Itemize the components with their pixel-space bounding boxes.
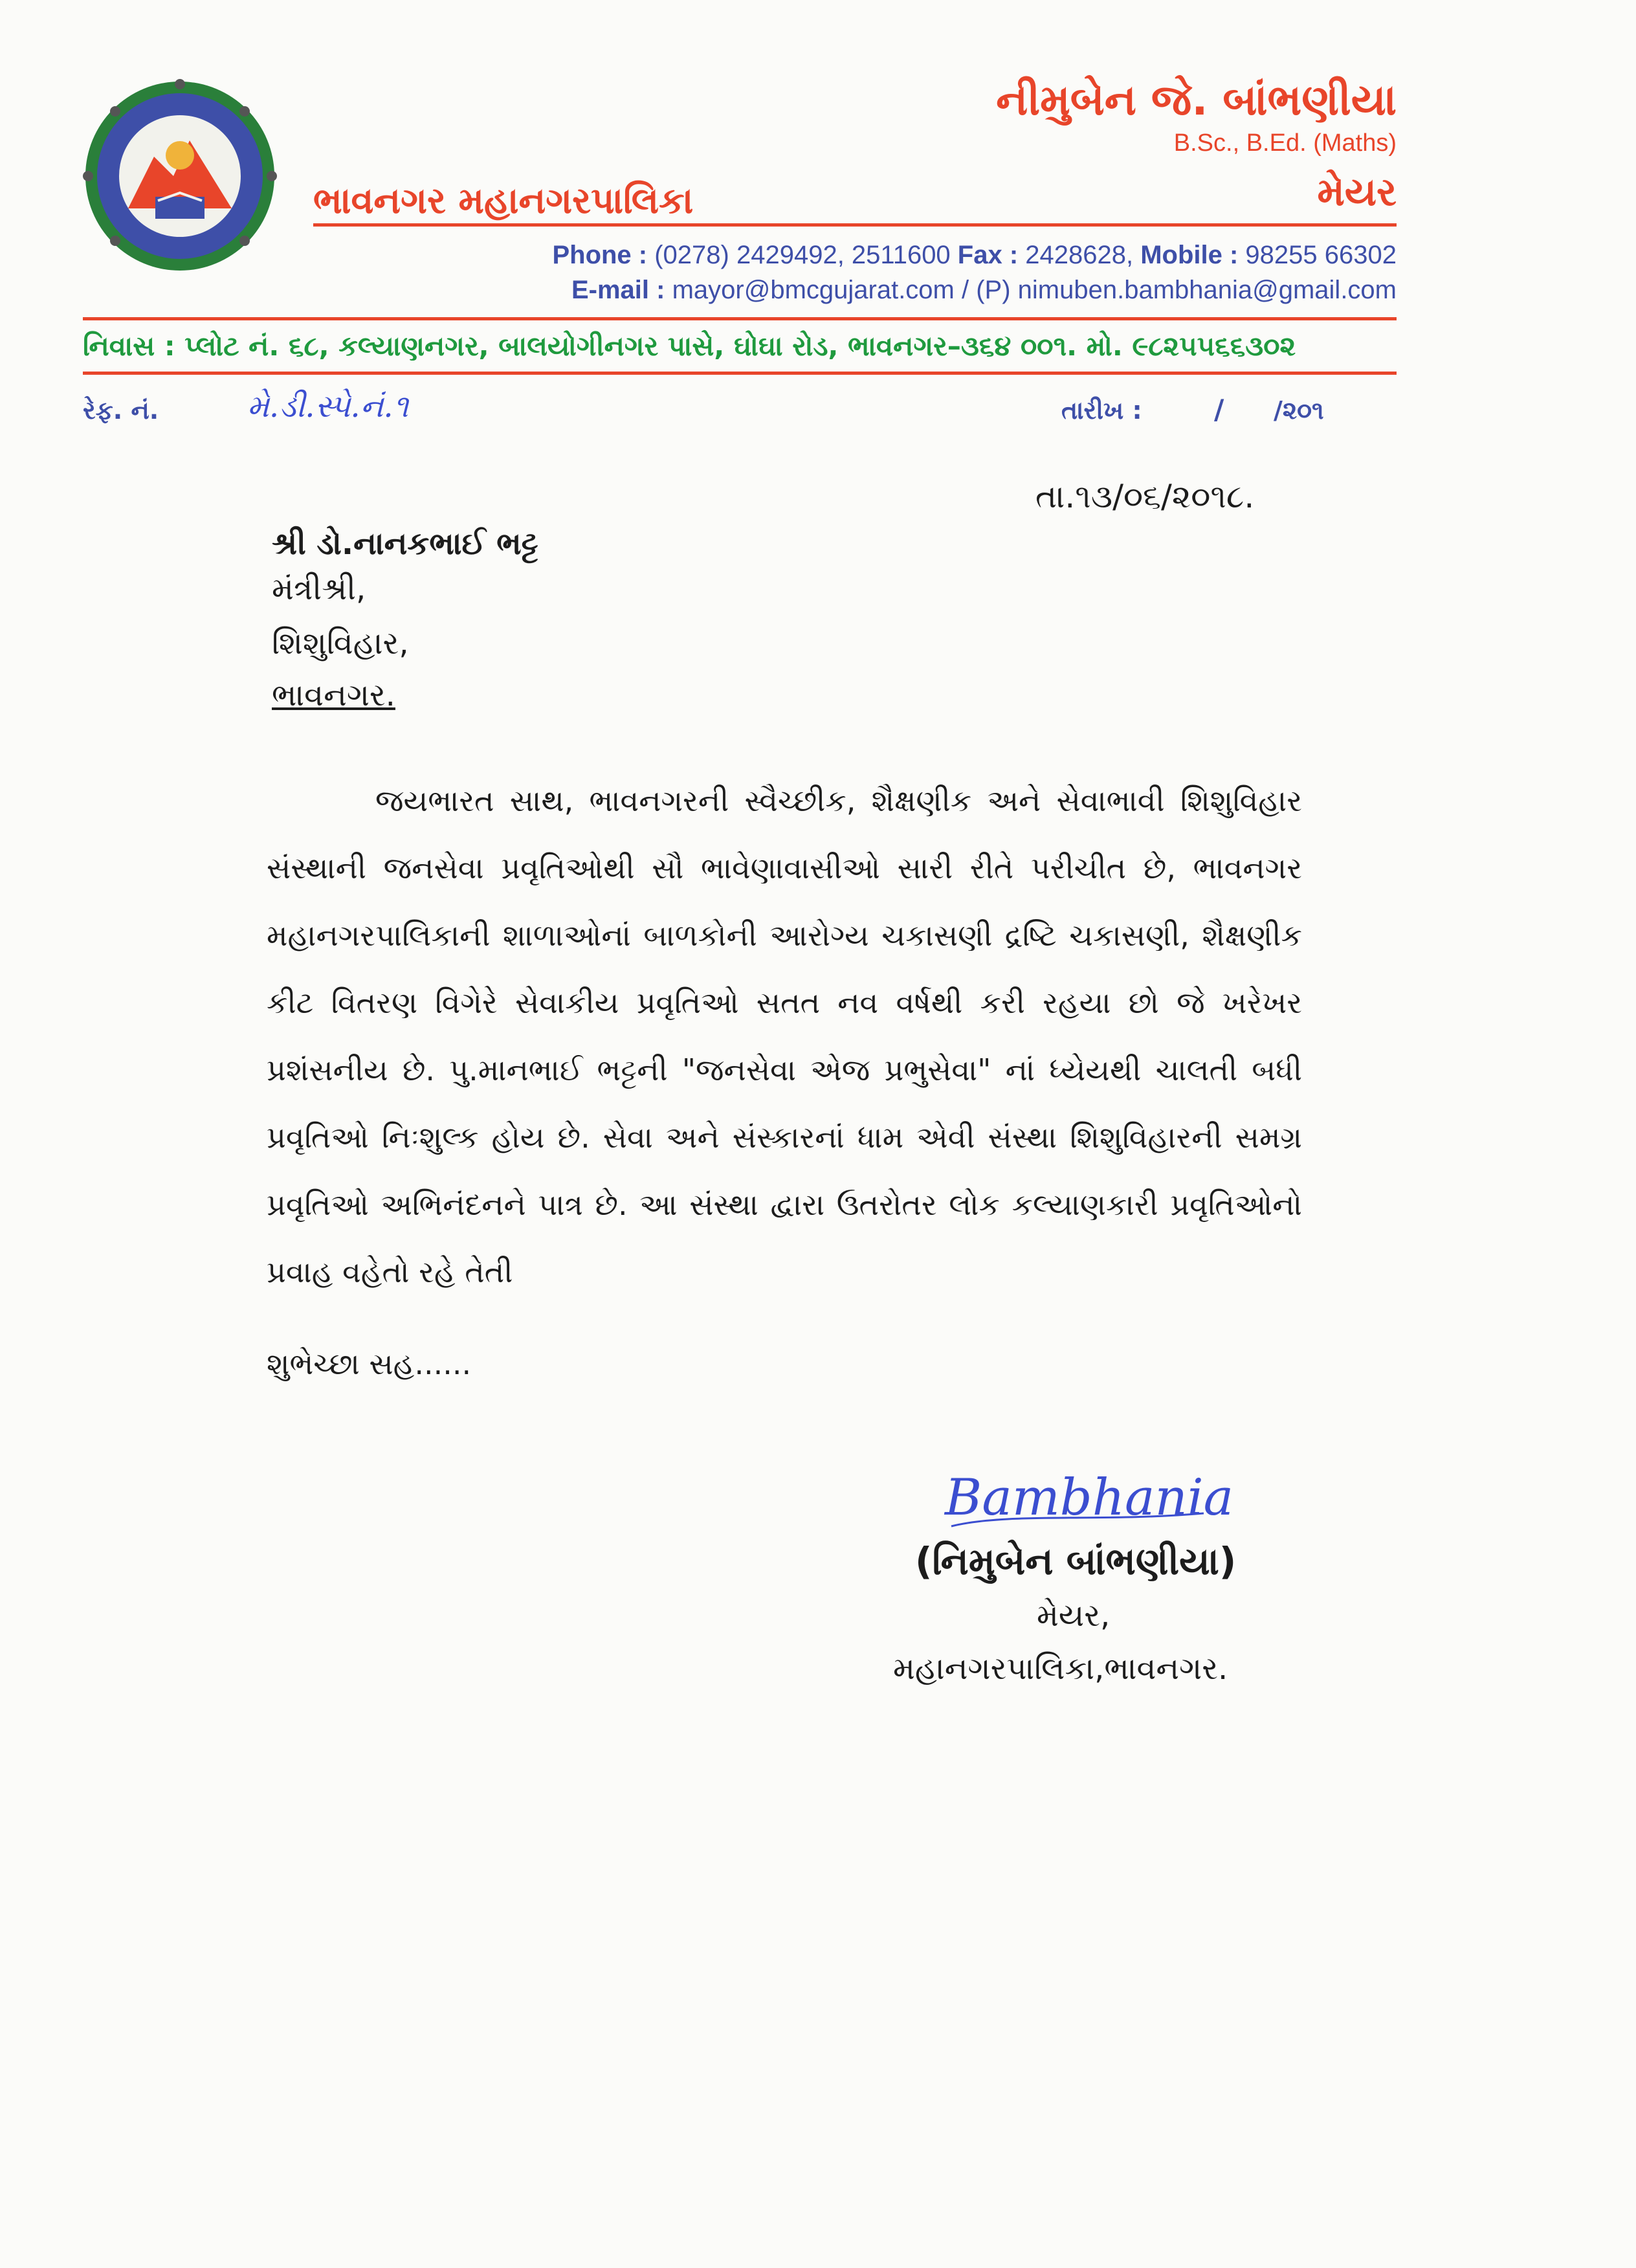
letter-body: જયભારત સાથ, ભાવનગરની સ્વૈચ્છીક, શૈક્ષણીક અને સેવાભાવી શિશુવિહાર સંસ્થાની જનસેવા પ્રવૃતિઓથી સૌ ભાવેણાવાસીઓ સારી રીતે પરીચીત છે, ભાવનગર મહાનગરપાલિકાની શાળાઓનાં બાળકોની આરોગ્ય ચકાસણી દ્રષ્ટિ ચકાસણી, શૈક્ષણીક કીટ વિતરણ વિગેરે સેવાકીય પ્રવૃતિઓ સતત નવ વર્ષથી કરી રહયા છો જે ખરેખર પ્રશંસનીય છે. પુ.માનભાઈ ભટ્ટની "જનસેવા એજ પ્રભુસેવા" નાં ધ્યેયથી ચાલતી બધી પ્રવૃતિઓ નિઃશુલ્ક હોય છે. સેવા અને સંસ્કારનાં ધામ એવી સંસ્થા શિશુવિહારની સમગ્ર પ્રવૃતિઓ અભિનંદનને પાત્ર છે. આ સંસ્થા દ્વારા ઉતરોતર લોક કલ્યાણકારી પ્રવૃતિઓનો પ્રવાહ વહેતો રહે તેતી xyxy=(267,783,1302,1289)
date-label: તારીખ : xyxy=(1061,396,1142,425)
mayor-name: નીમુબેન જે. બાંભણીયા xyxy=(996,75,1397,125)
email-line xyxy=(571,276,1397,305)
phone-label: Phone : xyxy=(552,241,648,269)
residence-address: નિવાસ : પ્લોટ નં. ૬૮, કલ્યાણનગર, બાલયોગીનગર પાસે, ઘોઘા રોડ, ભાવનગર–૩૬૪ ૦૦૧. મો. ૯૮૨૫૫૬૬૩૦૨ xyxy=(83,330,1296,362)
date-separator: / xyxy=(1214,394,1224,425)
recipient-title: મંત્રીશ્રી, xyxy=(272,571,366,607)
email-label: E-mail : xyxy=(571,276,665,304)
signatory-name: (નિમુબેન બાંભણીયા) xyxy=(915,1539,1237,1583)
recipient-name: શ્રી ડો.નાનકભાઈ ભટ્ટ xyxy=(272,526,538,562)
mobile-label: Mobile : xyxy=(1140,241,1239,269)
recipient-organization: શિશુવિહાર, xyxy=(272,625,409,662)
signature-text: Bambhania xyxy=(945,1469,1234,1527)
signatory-designation: મેયર, xyxy=(1037,1597,1111,1634)
fax-label: Fax : xyxy=(957,241,1019,269)
residence-bottom-divider xyxy=(83,372,1397,375)
date-year: /૨૦૧ xyxy=(1274,396,1324,425)
handwritten-signature xyxy=(932,1450,1281,1540)
letter-date: તા.૧૩/૦૬/૨૦૧૮. xyxy=(1035,478,1255,515)
email-value: mayor@bmcgujarat.com / (P) nimuben.bambhania@gmail.com xyxy=(665,276,1397,304)
header-divider xyxy=(313,223,1397,227)
phone-value: (0278) 2429492, 2511600 xyxy=(647,241,958,269)
letter-closing: શુભેચ્છા સહ...... xyxy=(267,1346,472,1381)
reference-label: રેફ. નં. xyxy=(83,396,159,425)
residence-top-divider xyxy=(83,317,1397,320)
mayor-designation: મેયર xyxy=(1317,170,1397,215)
fax-value: 2428628, xyxy=(1018,241,1141,269)
phone-line xyxy=(552,241,1397,270)
corporation-name: ભાવનગર મહાનગરપાલિકા xyxy=(313,180,694,222)
mayor-qualification: B.Sc., B.Ed. (Maths) xyxy=(1173,129,1397,157)
reference-handwritten: મે.ડી.સ્પે.નં.૧ xyxy=(247,388,409,425)
mobile-value: 98255 66302 xyxy=(1238,241,1397,269)
signatory-organization: મહાનગરપાલિકા,ભાવનગર. xyxy=(893,1651,1228,1687)
recipient-city: ભાવનગર. xyxy=(272,677,395,713)
corporation-seal-logo xyxy=(83,79,277,273)
